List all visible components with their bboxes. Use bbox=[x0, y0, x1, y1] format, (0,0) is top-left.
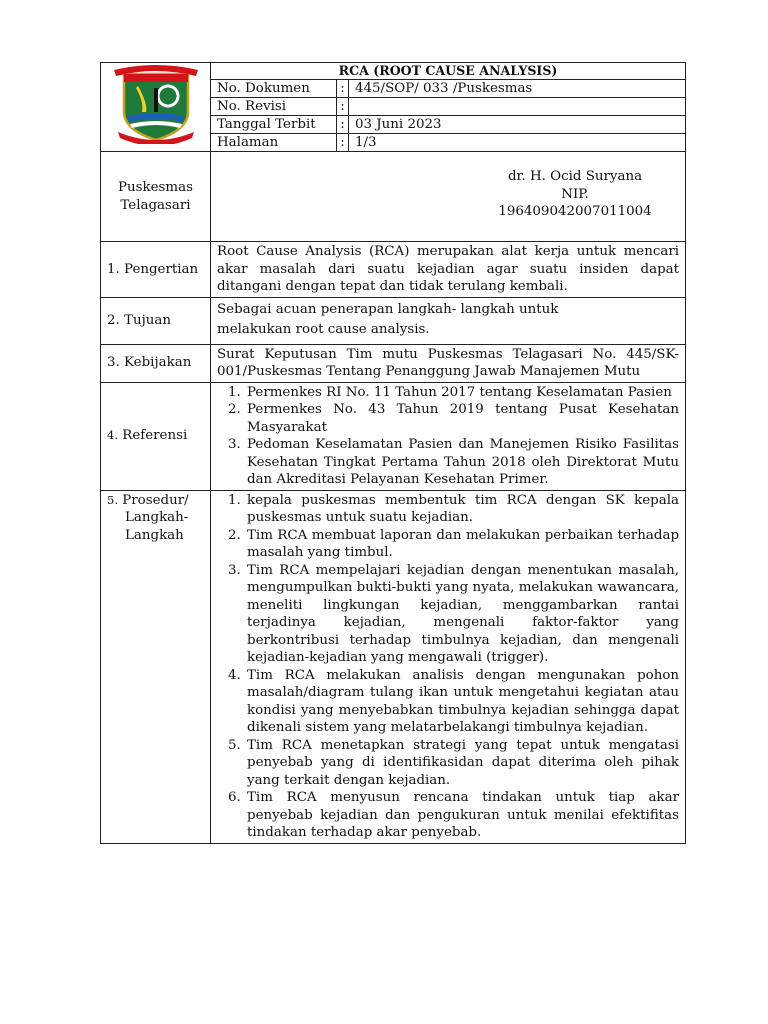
list-item: 1. kepala puskesmas membentuk tim RCA dengan SK kepala puskesmas untuk suatu kejadian. bbox=[245, 492, 679, 527]
list-item: 3. Tim RCA mempelajari kejadian dengan menentukan masalah, mengumpulkan bukti-bukti yang nyata, melakukan wawancara, meneliti lingkungan kejadian, menggambarkan rantai terjadinya kejadian, mengenali faktor-faktor yang berkontribusi terhadap timbulnya kejadian, dan mengenali kejadian-kejadian yang mengawali (trigger). bbox=[245, 562, 679, 667]
section-text-tujuan bbox=[211, 297, 686, 344]
referensi-list bbox=[217, 384, 679, 489]
kabupaten-karawang-logo-icon bbox=[110, 64, 202, 144]
section-text-kebijakan: Surat Keputusan Tim mutu Puskesmas Telagasari No. 445/SK-001/Puskesmas Tentang Penanggung Jawab Manajemen Mutu bbox=[211, 344, 686, 382]
meta-value-halaman: 1/3 bbox=[349, 134, 686, 152]
prosedur-list bbox=[217, 492, 679, 842]
meta-value-no-revisi bbox=[349, 98, 686, 116]
section-list-prosedur bbox=[211, 490, 686, 843]
prosedur-label-line2: Langkah- bbox=[125, 510, 189, 525]
list-item: 1. Permenkes RI No. 11 Tahun 2017 tentang Keselamatan Pasien bbox=[245, 384, 679, 402]
nip-label: NIP. bbox=[561, 186, 589, 202]
section-label-prosedur bbox=[101, 490, 211, 843]
section-text-pengertian: Root Cause Analysis (RCA) merupakan alat kerja untuk mencari akar masalah dari suatu kejadian agar suatu insiden dapat ditangani dengan tepat dan tidak terulang kembali. bbox=[211, 242, 686, 298]
section-label-referensi bbox=[101, 382, 211, 490]
org-name-cell bbox=[101, 152, 211, 242]
meta-value-tanggal-terbit: 03 Juni 2023 bbox=[349, 116, 686, 134]
nip-value: 196409042007011004 bbox=[498, 204, 652, 219]
sop-document bbox=[100, 62, 685, 844]
logo-cell bbox=[101, 63, 211, 152]
signature-cell bbox=[211, 152, 686, 242]
referensi-label: Referensi bbox=[122, 428, 188, 444]
section-label-pengertian: 1. Pengertian bbox=[101, 242, 211, 298]
signatory-name: dr. H. Ocid Suryana bbox=[507, 169, 643, 184]
list-item: 5. Tim RCA menetapkan strategi yang tepat untuk mengatasi penyebab yang di identifikasidan dapat diterima oleh pihak yang terkait dengan kejadian. bbox=[245, 737, 679, 790]
meta-colon: : bbox=[337, 80, 349, 98]
org-name-line1: Puskesmas bbox=[118, 180, 193, 195]
sop-table bbox=[100, 62, 686, 844]
tujuan-line2: melakukan root cause analysis. bbox=[217, 321, 430, 337]
meta-value-no-dokumen: 445/SOP/ 033 /Puskesmas bbox=[349, 80, 686, 98]
tujuan-line1: Sebagai acuan penerapan langkah- langkah untuk bbox=[217, 301, 559, 317]
meta-label-tanggal-terbit: Tanggal Terbit bbox=[211, 116, 337, 134]
signature-block bbox=[475, 168, 675, 221]
meta-colon: : bbox=[337, 134, 349, 152]
meta-colon: : bbox=[337, 116, 349, 134]
referensi-number: 4. bbox=[107, 428, 118, 443]
list-item: 2. Tim RCA membuat laporan dan melakukan perbaikan terhadap masalah yang timbul. bbox=[245, 527, 679, 562]
section-label-tujuan: 2. Tujuan bbox=[101, 297, 211, 344]
list-item: 6. Tim RCA menyusun rencana tindakan untuk tiap akar penyebab kejadian dan pengukuran untuk menilai efektifitas tindakan terhadap akar penyebab. bbox=[245, 789, 679, 842]
prosedur-number: 5. bbox=[107, 492, 118, 507]
meta-label-no-dokumen: No. Dokumen bbox=[211, 80, 337, 98]
meta-label-halaman: Halaman bbox=[211, 134, 337, 152]
document-title: RCA (ROOT CAUSE ANALYSIS) bbox=[211, 63, 686, 80]
section-list-referensi bbox=[211, 382, 686, 490]
prosedur-label-line3: Langkah bbox=[125, 527, 184, 543]
section-label-kebijakan: 3. Kebijakan bbox=[101, 344, 211, 382]
org-name-line2: Telagasari bbox=[120, 197, 191, 213]
list-item: 2. Permenkes No. 43 Tahun 2019 tentang Pusat Kesehatan Masyarakat bbox=[245, 401, 679, 436]
meta-label-no-revisi: No. Revisi bbox=[211, 98, 337, 116]
list-item: 3. Pedoman Keselamatan Pasien dan Manejemen Risiko Fasilitas Kesehatan Tingkat Pertama Tahun 2018 oleh Direktorat Mutu dan Akreditasi Pelayanan Kesehatan Primer. bbox=[245, 436, 679, 489]
prosedur-label-line1: Prosedur/ bbox=[122, 492, 189, 508]
meta-colon: : bbox=[337, 98, 349, 116]
list-item: 4. Tim RCA melakukan analisis dengan mengunakan pohon masalah/diagram tulang ikan untuk mengetahui kegiatan atau kondisi yang menyebabkan timbulnya kejadian sehingga dapat dikenali sistem yang melatarbelakangi timbulnya kejadian. bbox=[245, 667, 679, 737]
